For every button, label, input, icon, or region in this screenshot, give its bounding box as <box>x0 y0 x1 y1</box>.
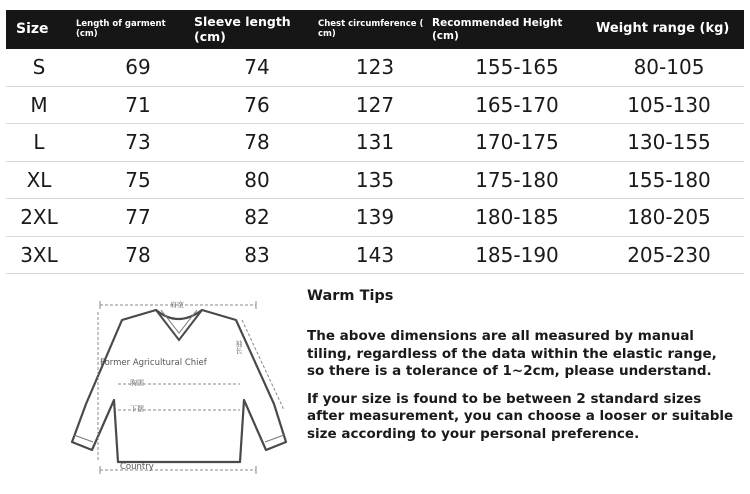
garment-measurement-diagram <box>60 292 300 482</box>
cell-weight: 105-130 <box>627 92 711 117</box>
cell-sleeve: 78 <box>244 130 270 155</box>
cell-size: L <box>33 130 45 155</box>
table-row <box>6 237 744 275</box>
size-chart-table <box>6 10 744 274</box>
cell-height: 155-165 <box>475 55 559 80</box>
cell-height: 175-180 <box>475 167 559 192</box>
table-row <box>6 162 744 200</box>
header-height: Recommended Height (cm) <box>432 17 563 42</box>
cell-sleeve: 83 <box>244 242 270 267</box>
chest-label: 胸围 <box>130 379 144 387</box>
warm-tips <box>307 288 737 453</box>
cell-length: 69 <box>125 55 151 80</box>
cell-chest: 135 <box>355 167 395 192</box>
long-sleeve-shirt-icon <box>60 292 300 482</box>
tips-paragraph-tolerance: The above dimensions are all measured by manual tiling, regardless of the data within the elastic range, so there is a tolerance of 1~2cm, please understand. <box>307 328 717 379</box>
brand-watermark: Former Agricultural Chief <box>100 358 207 368</box>
cell-size: 2XL <box>20 205 58 230</box>
cell-sleeve: 76 <box>244 92 270 117</box>
header-size: Size <box>16 21 49 38</box>
cell-sleeve: 74 <box>244 55 270 80</box>
cell-weight: 180-205 <box>627 205 711 230</box>
cell-chest: 123 <box>355 55 395 80</box>
table-row <box>6 124 744 162</box>
table-header <box>6 10 744 49</box>
header-chest: Chest circumference ( cm) <box>318 18 424 39</box>
table-row <box>6 87 744 125</box>
header-length: Length of garment (cm) <box>76 18 166 39</box>
header-weight: Weight range (kg) <box>596 21 730 37</box>
cell-chest: 127 <box>355 92 395 117</box>
cell-height: 170-175 <box>475 130 559 155</box>
cell-size: XL <box>26 167 52 192</box>
hem-label: 下摆 <box>130 405 144 413</box>
cell-length: 77 <box>125 205 151 230</box>
header-sleeve: Sleeve length (cm) <box>194 14 291 44</box>
cell-chest: 143 <box>355 242 395 267</box>
cell-length: 73 <box>125 130 151 155</box>
cell-weight: 205-230 <box>627 242 711 267</box>
cell-weight: 155-180 <box>627 167 711 192</box>
cell-height: 180-185 <box>475 205 559 230</box>
cell-sleeve: 80 <box>244 167 270 192</box>
cell-height: 165-170 <box>475 92 559 117</box>
shoulder-label: 肩宽 <box>170 301 184 309</box>
table-row <box>6 49 744 87</box>
cell-chest: 131 <box>355 130 395 155</box>
country-watermark: Country <box>120 462 154 472</box>
cell-length: 71 <box>125 92 151 117</box>
sleeve-label: 袖长 <box>235 340 243 354</box>
tips-paragraph-between-sizes: If your size is found to be between 2 standard sizes after measurement, you can choose a looser or suitable size according to your personal preference. <box>307 390 734 442</box>
cell-weight: 80-105 <box>633 55 705 80</box>
cell-height: 185-190 <box>475 242 559 267</box>
cell-size: S <box>32 55 46 80</box>
cell-size: M <box>30 92 48 117</box>
cell-length: 75 <box>125 167 151 192</box>
table-row <box>6 199 744 237</box>
cell-length: 78 <box>125 242 151 267</box>
cell-chest: 139 <box>355 205 395 230</box>
cell-weight: 130-155 <box>627 130 711 155</box>
cell-size: 3XL <box>20 242 58 267</box>
tips-title: Warm Tips <box>307 288 394 304</box>
cell-sleeve: 82 <box>244 205 270 230</box>
